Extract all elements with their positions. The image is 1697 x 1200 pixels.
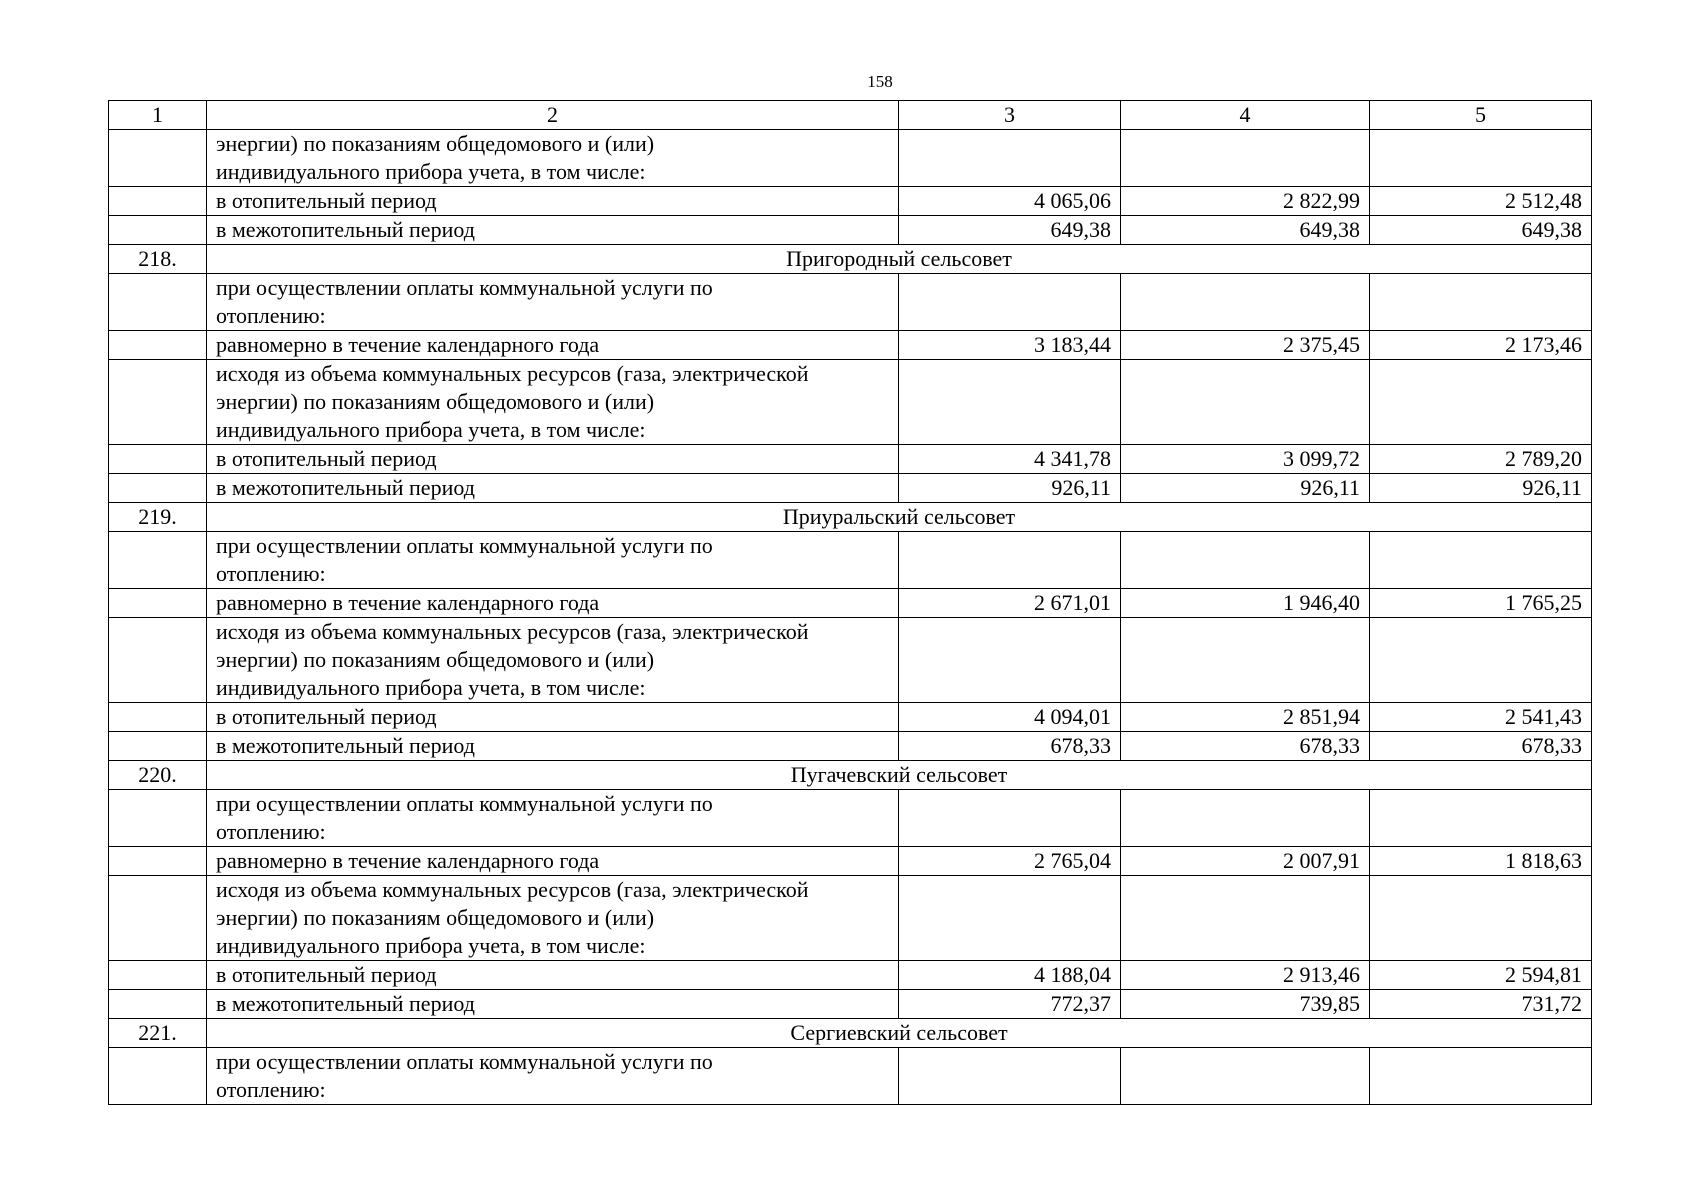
table-row xyxy=(109,216,1592,245)
row-number-cell xyxy=(109,274,207,331)
row-number-cell xyxy=(109,216,207,245)
value-col-5: 1 818,63 xyxy=(1370,847,1592,876)
table-row xyxy=(109,274,1592,331)
value-col-4 xyxy=(1121,130,1370,187)
column-header-5: 5 xyxy=(1370,101,1592,130)
row-description: равномерно в течение календарного года xyxy=(207,847,899,876)
value-col-4: 2 007,91 xyxy=(1121,847,1370,876)
value-col-5 xyxy=(1370,618,1592,703)
row-number-cell xyxy=(109,474,207,503)
column-header-2: 2 xyxy=(207,101,899,130)
table-row xyxy=(109,847,1592,876)
value-col-5 xyxy=(1370,876,1592,961)
row-number-cell xyxy=(109,1048,207,1105)
value-col-5 xyxy=(1370,360,1592,445)
section-title: Пугачевский сельсовет xyxy=(207,761,1592,790)
value-col-3 xyxy=(899,790,1121,847)
table-row xyxy=(109,961,1592,990)
table-row xyxy=(109,876,1592,961)
section-row xyxy=(109,1019,1592,1048)
table-row xyxy=(109,618,1592,703)
value-col-3: 926,11 xyxy=(899,474,1121,503)
row-number-cell xyxy=(109,790,207,847)
column-header-1: 1 xyxy=(109,101,207,130)
value-col-3: 4 188,04 xyxy=(899,961,1121,990)
value-col-5 xyxy=(1370,532,1592,589)
row-description: исходя из объема коммунальных ресурсов (газа, электрической энергии) по показаниям общедомового и (или) индивидуального прибора учета, в том числе: xyxy=(207,360,899,445)
value-col-3 xyxy=(899,1048,1121,1105)
row-description: при осуществлении оплаты коммунальной услуги по отоплению: xyxy=(207,274,899,331)
section-row xyxy=(109,503,1592,532)
row-number-cell xyxy=(109,130,207,187)
table-row xyxy=(109,532,1592,589)
table-row xyxy=(109,130,1592,187)
row-number-cell xyxy=(109,618,207,703)
value-col-3 xyxy=(899,876,1121,961)
value-col-5: 1 765,25 xyxy=(1370,589,1592,618)
row-description: при осуществлении оплаты коммунальной услуги по отоплению: xyxy=(207,790,899,847)
row-number-cell xyxy=(109,961,207,990)
section-title: Сергиевский сельсовет xyxy=(207,1019,1592,1048)
value-col-3 xyxy=(899,532,1121,589)
value-col-4 xyxy=(1121,532,1370,589)
value-col-3: 2 671,01 xyxy=(899,589,1121,618)
row-description: энергии) по показаниям общедомового и (или) индивидуального прибора учета, в том числе: xyxy=(207,130,899,187)
value-col-3: 678,33 xyxy=(899,732,1121,761)
value-col-4: 2 851,94 xyxy=(1121,703,1370,732)
row-number-cell xyxy=(109,331,207,360)
value-col-4 xyxy=(1121,1048,1370,1105)
value-col-4: 2 822,99 xyxy=(1121,187,1370,216)
table-row xyxy=(109,445,1592,474)
section-row xyxy=(109,761,1592,790)
table-row xyxy=(109,790,1592,847)
row-number-cell xyxy=(109,703,207,732)
column-header-4: 4 xyxy=(1121,101,1370,130)
value-col-3: 772,37 xyxy=(899,990,1121,1019)
value-col-5 xyxy=(1370,790,1592,847)
section-number: 220. xyxy=(109,761,207,790)
value-col-5: 2 789,20 xyxy=(1370,445,1592,474)
value-col-5: 678,33 xyxy=(1370,732,1592,761)
value-col-5 xyxy=(1370,274,1592,331)
value-col-3 xyxy=(899,130,1121,187)
header-row xyxy=(109,101,1592,130)
value-col-4: 3 099,72 xyxy=(1121,445,1370,474)
row-description: в межотопительный период xyxy=(207,474,899,503)
table-row xyxy=(109,187,1592,216)
value-col-5: 926,11 xyxy=(1370,474,1592,503)
value-col-4 xyxy=(1121,790,1370,847)
row-number-cell xyxy=(109,532,207,589)
value-col-3 xyxy=(899,274,1121,331)
table-row xyxy=(109,474,1592,503)
value-col-3: 4 094,01 xyxy=(899,703,1121,732)
value-col-3 xyxy=(899,618,1121,703)
value-col-3: 4 065,06 xyxy=(899,187,1121,216)
row-description: при осуществлении оплаты коммунальной услуги по отоплению: xyxy=(207,532,899,589)
table-row xyxy=(109,732,1592,761)
value-col-5 xyxy=(1370,1048,1592,1105)
value-col-5: 649,38 xyxy=(1370,216,1592,245)
section-title: Пригородный сельсовет xyxy=(207,245,1592,274)
section-number: 218. xyxy=(109,245,207,274)
value-col-4: 739,85 xyxy=(1121,990,1370,1019)
section-number: 219. xyxy=(109,503,207,532)
row-number-cell xyxy=(109,589,207,618)
row-number-cell xyxy=(109,990,207,1019)
row-description: при осуществлении оплаты коммунальной услуги по отоплению: xyxy=(207,1048,899,1105)
value-col-5: 2 512,48 xyxy=(1370,187,1592,216)
value-col-4 xyxy=(1121,876,1370,961)
table-row xyxy=(109,703,1592,732)
value-col-3: 649,38 xyxy=(899,216,1121,245)
table-body xyxy=(109,101,1592,1105)
value-col-4: 926,11 xyxy=(1121,474,1370,503)
row-description: в межотопительный период xyxy=(207,732,899,761)
row-number-cell xyxy=(109,847,207,876)
row-number-cell xyxy=(109,360,207,445)
value-col-3: 2 765,04 xyxy=(899,847,1121,876)
table-row xyxy=(109,1048,1592,1105)
row-number-cell xyxy=(109,732,207,761)
tariff-table xyxy=(108,100,1592,1105)
row-description: в отопительный период xyxy=(207,445,899,474)
value-col-5: 2 594,81 xyxy=(1370,961,1592,990)
value-col-4: 2 375,45 xyxy=(1121,331,1370,360)
row-description: в отопительный период xyxy=(207,187,899,216)
value-col-4: 2 913,46 xyxy=(1121,961,1370,990)
row-description: равномерно в течение календарного года xyxy=(207,331,899,360)
value-col-5: 2 173,46 xyxy=(1370,331,1592,360)
value-col-4: 649,38 xyxy=(1121,216,1370,245)
table-row xyxy=(109,589,1592,618)
value-col-5: 2 541,43 xyxy=(1370,703,1592,732)
value-col-3: 3 183,44 xyxy=(899,331,1121,360)
row-description: в межотопительный период xyxy=(207,990,899,1019)
value-col-5 xyxy=(1370,130,1592,187)
row-number-cell xyxy=(109,876,207,961)
row-number-cell xyxy=(109,187,207,216)
value-col-4: 1 946,40 xyxy=(1121,589,1370,618)
row-number-cell xyxy=(109,445,207,474)
value-col-4 xyxy=(1121,618,1370,703)
section-row xyxy=(109,245,1592,274)
row-description: равномерно в течение календарного года xyxy=(207,589,899,618)
page-number: 158 xyxy=(867,72,893,91)
table-row xyxy=(109,331,1592,360)
value-col-5: 731,72 xyxy=(1370,990,1592,1019)
value-col-4 xyxy=(1121,360,1370,445)
section-title: Приуральский сельсовет xyxy=(207,503,1592,532)
value-col-4: 678,33 xyxy=(1121,732,1370,761)
table-row xyxy=(109,360,1592,445)
table-row xyxy=(109,990,1592,1019)
value-col-4 xyxy=(1121,274,1370,331)
row-description: в межотопительный период xyxy=(207,216,899,245)
row-description: в отопительный период xyxy=(207,961,899,990)
value-col-3: 4 341,78 xyxy=(899,445,1121,474)
row-description: исходя из объема коммунальных ресурсов (газа, электрической энергии) по показаниям общедомового и (или) индивидуального прибора учета, в том числе: xyxy=(207,876,899,961)
column-header-3: 3 xyxy=(899,101,1121,130)
section-number: 221. xyxy=(109,1019,207,1048)
row-description: в отопительный период xyxy=(207,703,899,732)
row-description: исходя из объема коммунальных ресурсов (газа, электрической энергии) по показаниям общедомового и (или) индивидуального прибора учета, в том числе: xyxy=(207,618,899,703)
value-col-3 xyxy=(899,360,1121,445)
